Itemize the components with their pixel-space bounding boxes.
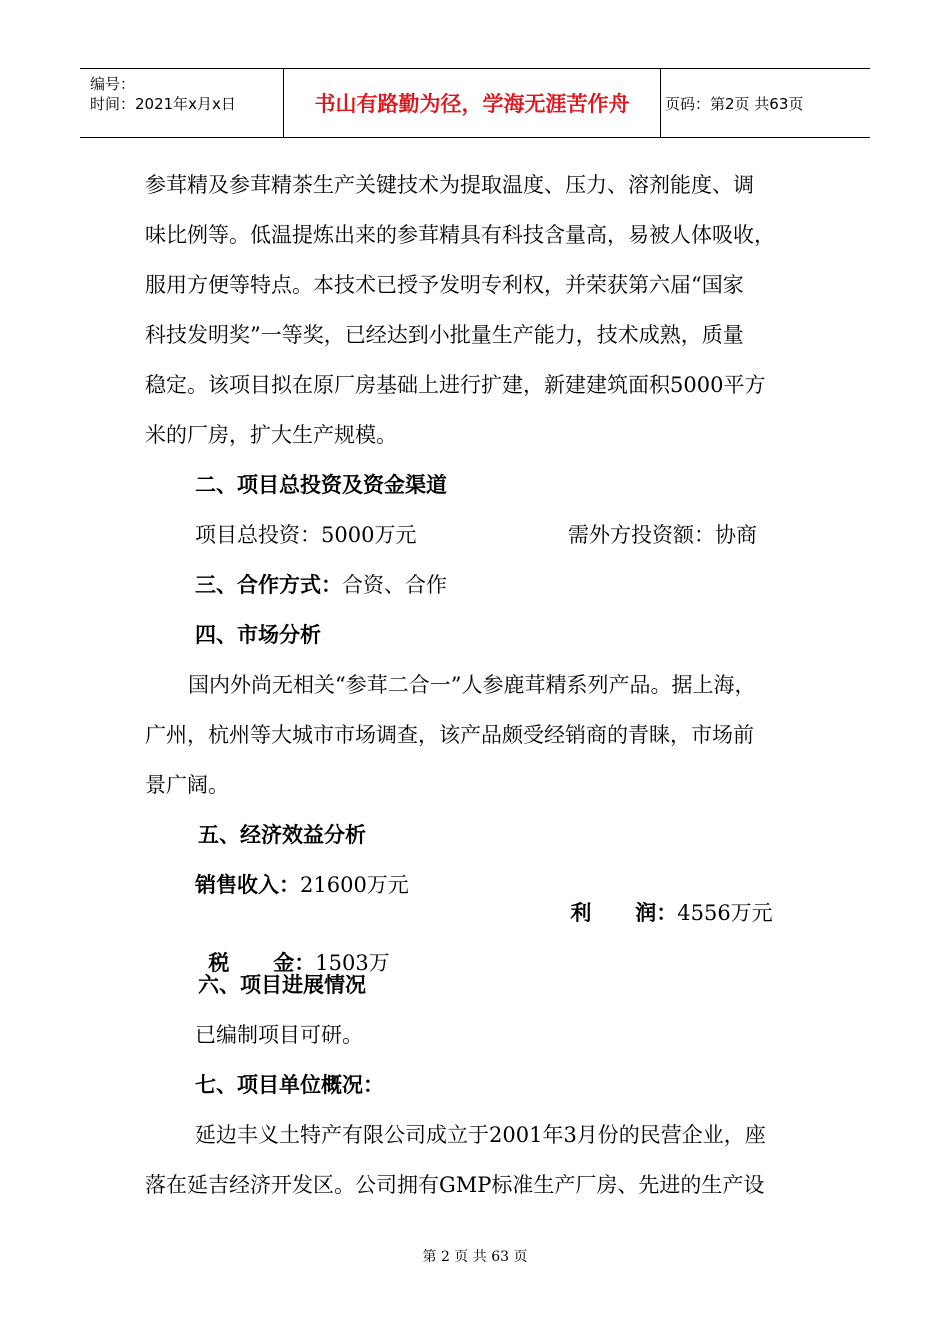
profit-value: 4556万元 xyxy=(677,901,773,925)
section-heading: 三、合作方式： xyxy=(195,573,342,597)
cooperation-value: 合资、合作 xyxy=(342,573,447,597)
paragraph-line: 广州，杭州等大城市市场调查，该产品颇受经销商的青睐，市场前 xyxy=(145,723,754,747)
paragraph-line: 景广阔。 xyxy=(145,773,229,797)
sales-value: 21600万元 xyxy=(300,873,409,897)
paragraph-line: 稳定。该项目拟在原厂房基础上进行扩建，新建建筑面积5000平方 xyxy=(145,373,766,397)
paragraph-line: 国内外尚无相关“参茸二合一”人参鹿茸精系列产品。据上海， xyxy=(188,673,756,697)
paragraph-line: 已编制项目可研。 xyxy=(195,1023,363,1047)
tax-label: 税 金： xyxy=(208,951,316,975)
header-meta xyxy=(80,69,284,137)
page-footer: 第 2 页 共 63 页 xyxy=(422,1249,528,1265)
foreign-investment: 需外方投资额：协商 xyxy=(568,523,757,547)
header-page-info: 页码：第2页 共63页 xyxy=(665,94,804,113)
profit xyxy=(557,871,773,927)
section-heading: 六、项目进展情况 xyxy=(198,973,366,997)
page-header xyxy=(80,68,870,138)
paragraph-line: 服用方便等特点。本技术已授予发明专利权，并荣获第六届“国家 xyxy=(145,273,744,297)
cooperation-line xyxy=(195,571,447,599)
paragraph-line: 米的厂房，扩大生产规模。 xyxy=(145,423,397,447)
sales-label: 销售收入： xyxy=(195,873,300,897)
sales-revenue xyxy=(195,871,409,899)
tax xyxy=(195,921,390,977)
paragraph-line: 参茸精及参茸精茶生产关键技术为提取温度、压力、溶剂能度、调 xyxy=(145,173,754,197)
section-heading: 七、项目单位概况： xyxy=(195,1073,384,1097)
section-heading: 五、经济效益分析 xyxy=(198,823,366,847)
profit-label: 利 润： xyxy=(570,901,678,925)
paragraph-line: 味比例等。低温提炼出来的参茸精具有科技含量高，易被人体吸收， xyxy=(145,223,775,247)
section-heading: 四、市场分析 xyxy=(195,623,321,647)
paragraph-line: 科技发明奖”一等奖，已经达到小批量生产能力，技术成熟，质量 xyxy=(145,323,744,347)
document-date: 时间：2021年x月x日 xyxy=(90,95,236,113)
total-investment: 项目总投资：5000万元 xyxy=(195,523,417,547)
tax-value: 1503万 xyxy=(315,951,390,975)
document-number-label: 编号： xyxy=(90,75,136,93)
paragraph-line: 落在延吉经济开发区。公司拥有GMP标准生产厂房、先进的生产设 xyxy=(145,1173,765,1197)
header-motto: 书山有路勤为径，学海无涯苦作舟 xyxy=(284,69,661,137)
paragraph-line: 延边丰义土特产有限公司成立于2001年3月份的民营企业，座 xyxy=(195,1123,766,1147)
section-heading: 二、项目总投资及资金渠道 xyxy=(195,473,447,497)
